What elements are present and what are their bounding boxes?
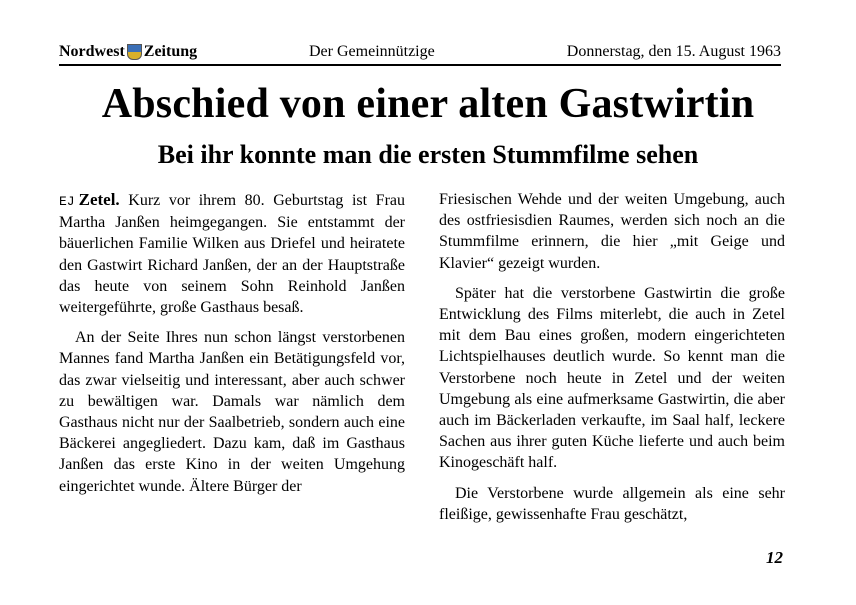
crest-icon (127, 44, 142, 60)
dateline-place: Zetel. (78, 190, 120, 209)
paragraph-text: Kurz vor ihrem 80. Geburtstag ist Frau Martha Janßen heimgegangen. Sie entstammt der bäuerlichen Familie Wilken aus Driefel und heiratete den Gastwirt Richard Janßen, der an der Hauptstraße das heute von seinem Sohn Reinhold Janßen weitergeführte, große Gasthaus besaß. (59, 192, 406, 317)
article-paragraph: Die Verstorbene wurde allgemein als eine sehr fleißige, gewissenhafte Frau geschätzt, (439, 484, 785, 523)
newspaper-header (59, 42, 781, 66)
page-number: 12 (766, 548, 783, 567)
article-column-left (59, 189, 405, 506)
article-paragraph: Friesischen Wehde und der weiten Umgebung, auch des ostfriesisdien Raumes, werden sich noch an die Stummfilme erinnern, die hier „mit Geige und Klavier“ gezeigt wurden. (439, 191, 785, 272)
article-paragraph: An der Seite Ihres nun schon längst verstorbenen Mannes fand Martha Janßen ein Betätigungsfeld vor, das zwar vielseitig und interessant, aber auch schwer zu bewältigen war. Damals war nämlich dem Gasthaus nicht nur der Saalbetrieb, sondern auch eine Bäckerei angegliedert. Dazu kam, daß im Gasthaus Janßen das erste Kino in der weiten Umgehung eingerichtet wunde. Ältere Bürger der (59, 329, 405, 495)
section-name: Der Gemeinnützige (309, 43, 435, 60)
brand-name-left: Nordwest (59, 43, 125, 60)
brand-name-right: Zeitung (143, 43, 198, 60)
article-paragraph: Später hat die verstorbene Gastwirtin die große Entwicklung des Films miterlebt, die auch in Zetel mit dem Bau eines großen, modern eingerichteten Lichtspielhauses deutlich wurde. So kennt man die Verstorbene noch heute in Zetel und der weiten Umgebung als eine aufmerksame Gastwirtin, die aber auch im Bäckerladen verkaufte, im Saal half, leckere Sachen aus ihrer guten Küche lieferte und auch beim Kinogeschäft half. (439, 284, 785, 472)
article-paragraph (59, 189, 405, 318)
author-byline: EJ (59, 194, 75, 209)
newspaper-brand (59, 42, 197, 62)
article-headline: Abschied von einer alten Gastwirtin (101, 81, 755, 127)
article-column-right (439, 189, 785, 534)
article-subheadline: Bei ihr konnte man die ersten Stummfilme sehen (157, 140, 699, 169)
issue-date: Donnerstag, den 15. August 1963 (566, 43, 781, 60)
